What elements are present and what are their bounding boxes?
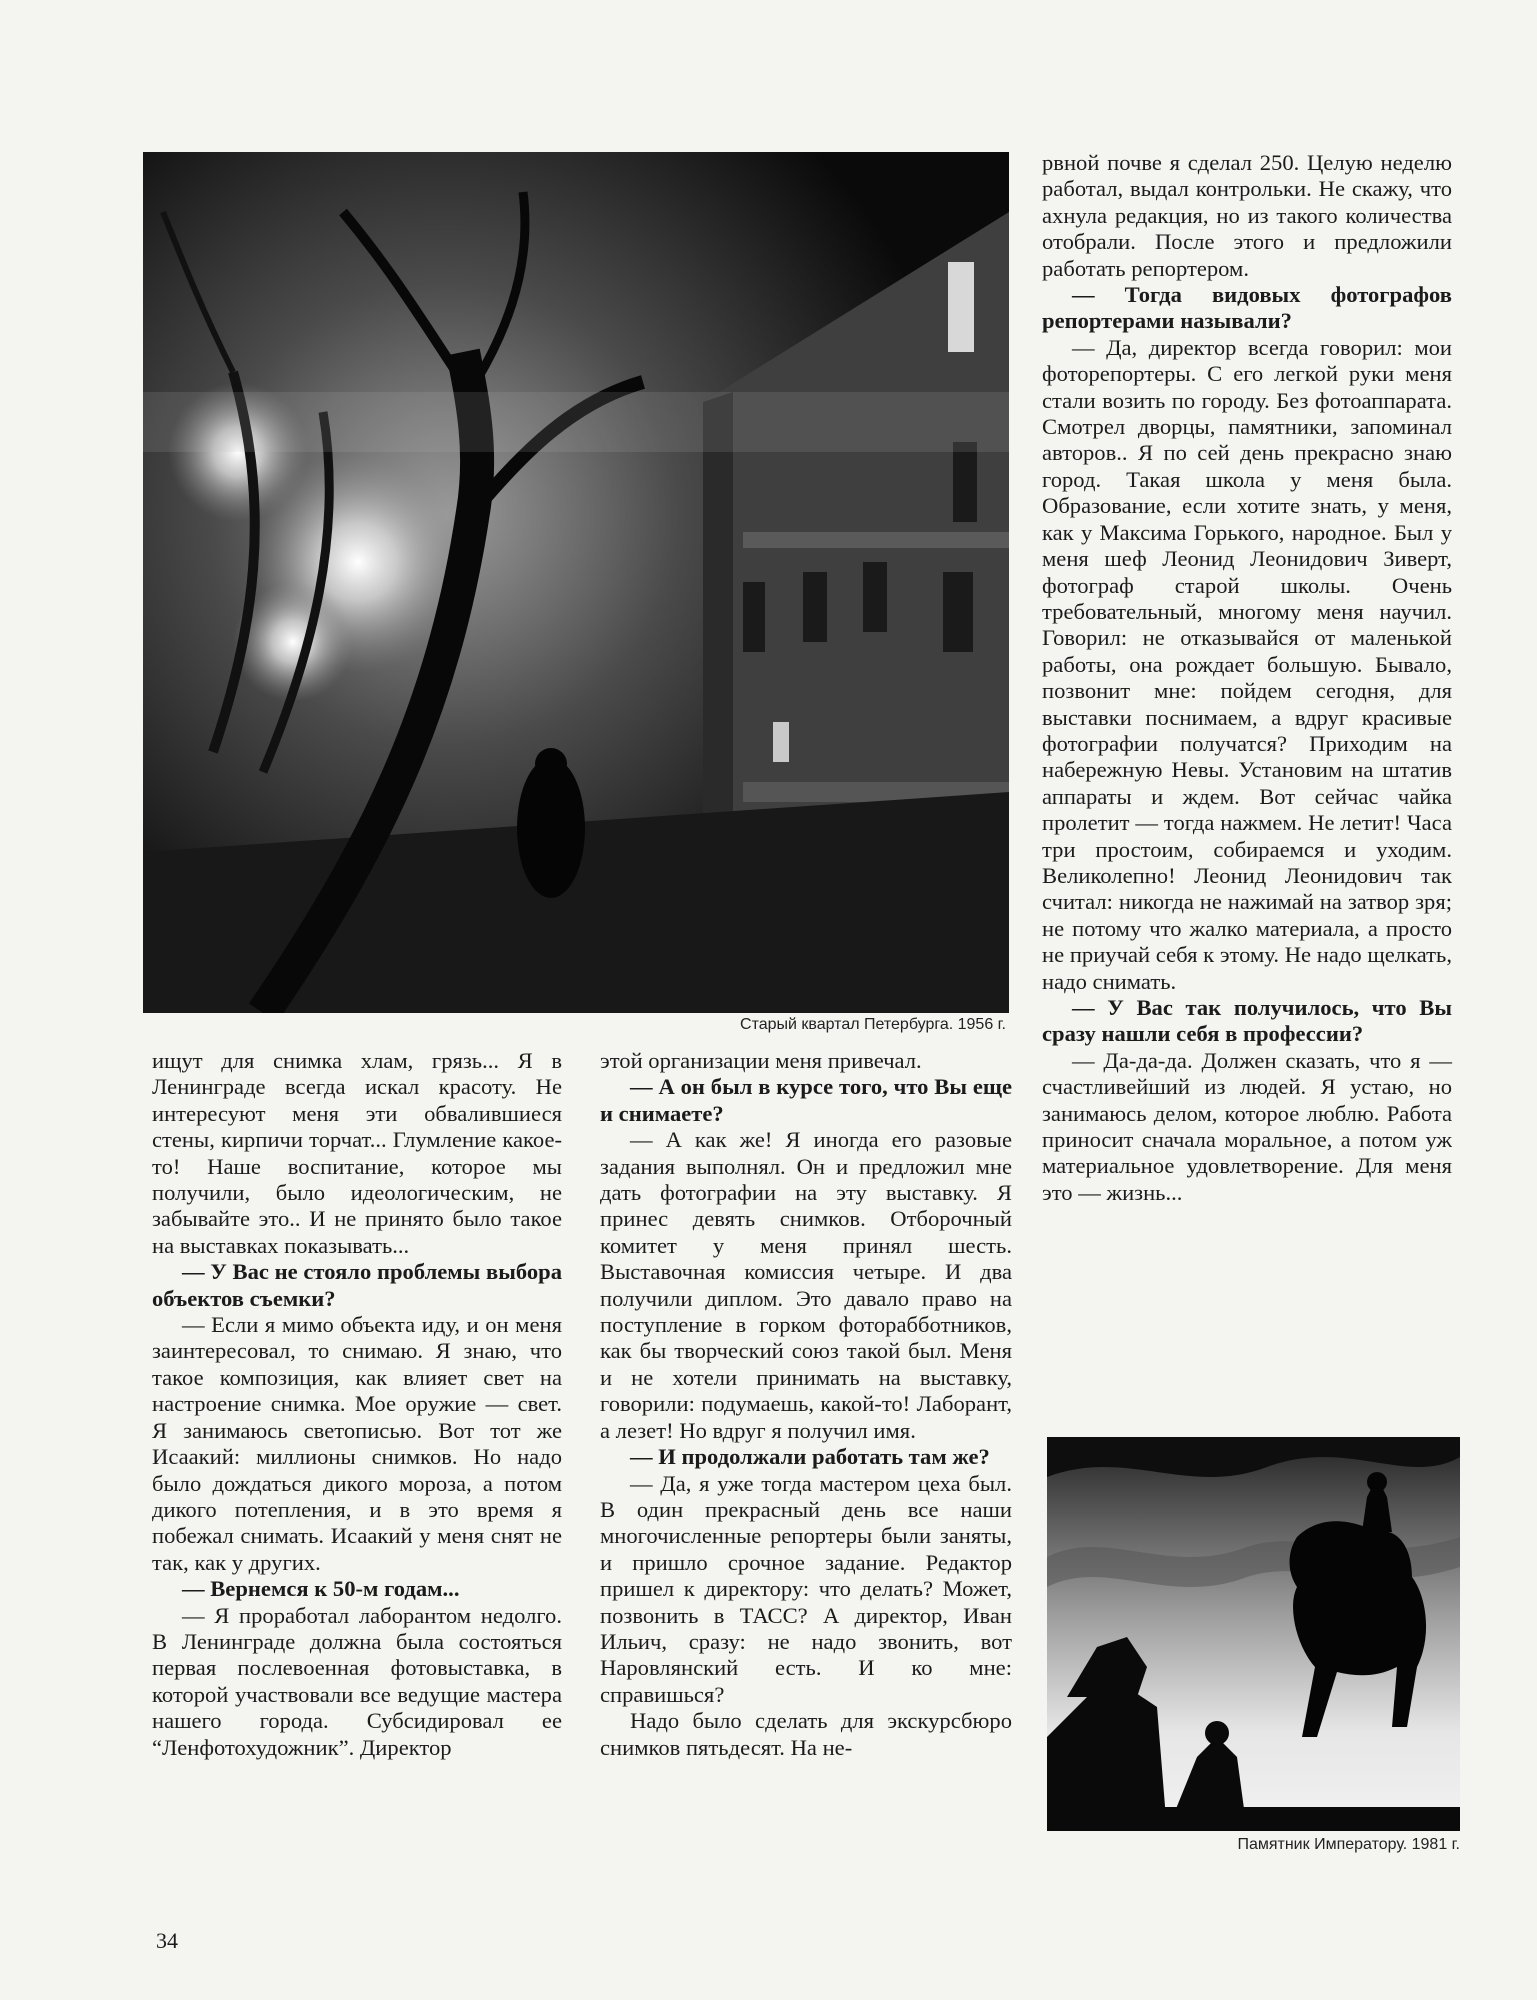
paragraph: — А как же! Я иногда его разовые задания выполнял. Он и предложил мне дать фотографии на эту выставку. Я принес девять снимков. Отборочный комитет у меня принял шесть. Выставочная комиссия четыре. И два получили диплом. Это давало право на поступление в горком фоторабботников, как бы творческий союз такой был. Меня и не хотели принимать на выставку, говорили: подумаешь, какой-то! Лаборант, а лезет! Но вдруг я получил имя. xyxy=(600,1127,1012,1443)
paragraph: рвной почве я сделал 250. Целую неделю работал, выдал контрольки. Не скажу, что ахнула редакция, но из такого количества отобрали. После этого и предложили работать репортером. xyxy=(1042,150,1452,281)
paragraph: — Да, я уже тогда мастером цеха был. В один прекрасный день все наши многочисленные репортеры были заняты, и пришло срочное задание. Редактор пришел к директору: что делать? Может, позвонить в ТАСС? А директор, Иван Ильич, сразу: не надо звонить, вот Наровлянский есть. И ко мне: справишься? xyxy=(600,1470,1012,1707)
photo-caption-bottom: Памятник Императору. 1981 г. xyxy=(1237,1836,1460,1853)
article-column-3 xyxy=(1042,150,1452,1206)
monument-photo xyxy=(1047,1437,1460,1831)
page-number: 34 xyxy=(156,1928,178,1953)
photo-caption-top: Старый квартал Петербурга. 1956 г. xyxy=(740,1016,1006,1033)
interview-question: — У Вас не стояло проблемы выбора объектов съемки? xyxy=(152,1259,562,1311)
paragraph: ищут для снимка хлам, грязь... Я в Ленинграде всегда искал красоту. Не интересуют меня эти обвалившиеся стены, кирпичи торчат... Глумление какое-то! Наше воспитание, которое мы получили, было идеологическим, не забывайте это.. И не принято было такое на выставках показывать... xyxy=(152,1048,562,1258)
interview-question: — Вернемся к 50-м годам... xyxy=(182,1576,460,1602)
interview-question: — У Вас так получилось, что Вы сразу нашли себя в профессии? xyxy=(1042,995,1452,1047)
article-column-1 xyxy=(152,1048,562,1761)
interview-question: — А он был в курсе того, что Вы еще и снимаете? xyxy=(600,1074,1012,1126)
paragraph: — Да-да-да. Должен сказать, что я — счастливейший из людей. Я устаю, но занимаюсь делом, которое люблю. Работа приносит сначала моральное, а потом уж материальное удовлетворение. Для меня это — жизнь... xyxy=(1042,1047,1452,1205)
interview-question: — Тогда видовых фотографов репортерами называли? xyxy=(1042,282,1452,334)
paragraph: — Если я мимо объекта иду, и он меня заинтересовал, то снимаю. Я знаю, что такое композиция, как влияет свет на настроение снимка. Мое оружие — свет. Я занимаюсь светописью. Вот тот же Исаакий: миллионы снимков. Но надо было дождаться дикого мороза, а потом дикого потепления, и в это время я побежал снимать. Исаакий у меня снят не так, как у других. xyxy=(152,1312,562,1575)
interview-question: — И продолжали работать там же? xyxy=(630,1444,990,1470)
paragraph: Надо было сделать для экскурсбюро снимков пятьдесят. На не- xyxy=(600,1708,1012,1760)
paragraph: — Я проработал лаборантом недолго. В Ленинграде должна была состояться первая послевоенная фотовыставка, в которой участвовали все ведущие мастера нашего города. Субсидировал ее “Ленфотохудожник”. Директор xyxy=(152,1602,562,1760)
night-street-image xyxy=(143,152,1009,1013)
monument-image xyxy=(1047,1437,1460,1831)
paragraph: этой организации меня привечал. xyxy=(600,1048,922,1073)
article-column-2 xyxy=(600,1048,1012,1761)
paragraph: — Да, директор всегда говорил: мои фоторепортеры. С его легкой руки меня стали возить по городу. Без фотоаппарата. Смотрел дворцы, памятники, запоминал авторов.. Я по сей день прекрасно знаю город. Такая школа у меня была. Образование, если хотите знать, у меня, как у Максима Горького, народное. Был у меня шеф Леонид Леонидович Зиверт, фотограф старой школы. Очень требовательный, многому меня научил. Говорил: не отказывайся от маленькой работы, она рождает большую. Бывало, позвонит мне: пойдем сегодня, для выставки поснимаем, а вдруг красивые фотографии получатся? Приходим на набережную Невы. Установим на штатив аппараты и ждем. Вот сейчас чайка пролетит — тогда нажмем. Не летит! Часа три простоим, собираемся и уходим. Великолепно! Леонид Леонидович так считал: никогда не нажимай на затвор зря; не потому что жалко материала, а просто не приучай себя к этому. Не надо щелкать, надо снимать. xyxy=(1042,334,1452,994)
night-street-photo xyxy=(143,152,1009,1013)
